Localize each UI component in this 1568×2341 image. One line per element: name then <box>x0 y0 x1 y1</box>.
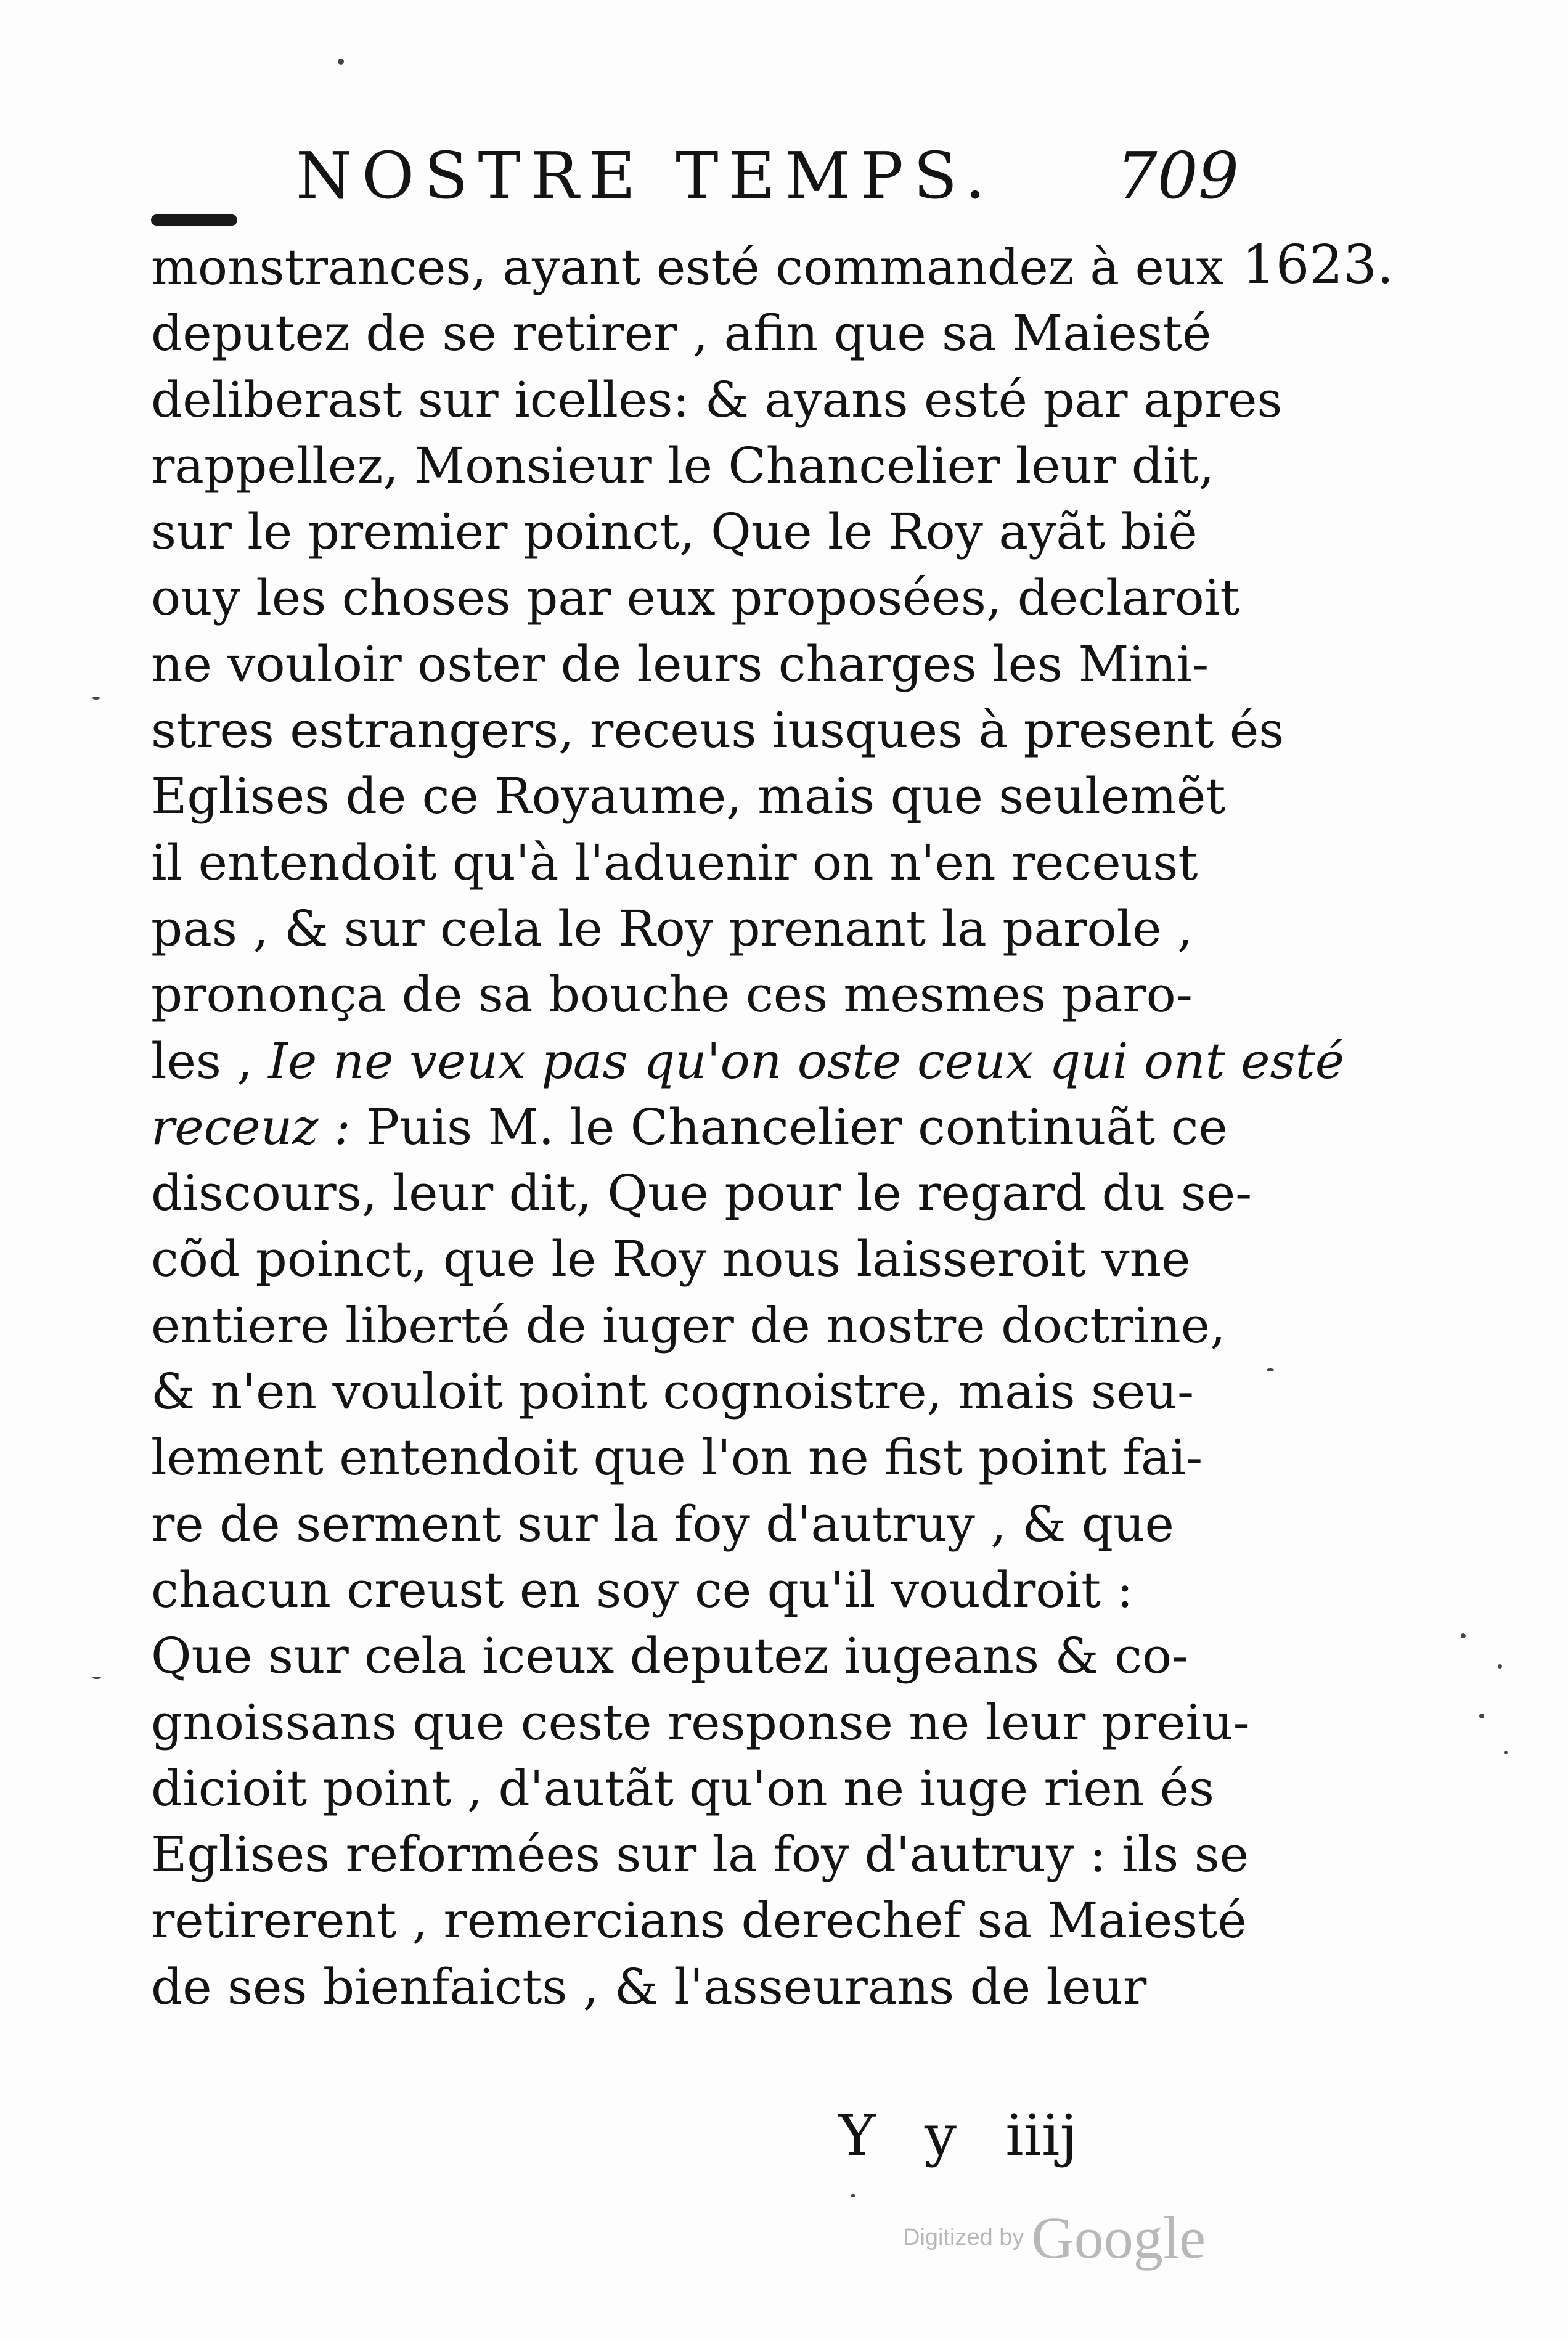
text-line: deliberast sur icelles: & ayans esté par apres <box>151 370 1283 428</box>
text-line: & n'en vouloit point cognoistre, mais seu- <box>151 1363 1194 1421</box>
margin-year-note: 1623. <box>1242 234 1394 296</box>
text-line: il entendoit qu'à l'aduenir on n'en receust <box>151 833 1198 891</box>
digitized-watermark <box>903 2204 1206 2272</box>
text-line-with-quote <box>151 1028 1345 1094</box>
scan-speck <box>1479 1714 1484 1718</box>
signature-mark: Y y <box>838 2102 957 2168</box>
text-line: ouy les choses par eux proposées, declaroit <box>151 569 1240 627</box>
page-footer <box>838 2096 1077 2176</box>
text-line-with-quote <box>151 1094 1236 1160</box>
watermark-brand: Google <box>1031 2205 1206 2271</box>
text-line: Eglises reformées sur la foy d'autruy : ils se <box>151 1826 1249 1884</box>
scan-speck <box>1504 1751 1508 1754</box>
page-number: 709 <box>1116 138 1239 213</box>
text-line: Que sur cela iceux deputez iugeans & co- <box>151 1627 1189 1685</box>
text-line: lement entendoit que l'on ne fist point fai- <box>151 1429 1203 1487</box>
text-line: deputez de se retirer , afin que sa Maiesté <box>151 304 1212 362</box>
text-line: monstrances, ayant esté commandez à eux <box>151 239 1224 296</box>
text-line: gnoissans que ceste response ne leur preiu- <box>151 1693 1250 1751</box>
scan-speck <box>1267 1368 1274 1371</box>
text-line: Eglises de ce Royaume, mais que seulemẽt <box>151 767 1226 825</box>
text-line: cõd poinct, que le Roy nous laisseroit vne <box>151 1230 1191 1288</box>
text-line: de ses bienfaicts , & l'asseurans de leur <box>151 1958 1147 2016</box>
text-line: rappellez, Monsieur le Chancelier leur dit, <box>151 436 1215 494</box>
text-line: stres estrangers, receus iusques à present és <box>151 701 1284 759</box>
text-line: prononça de sa bouche ces mesmes paro- <box>151 966 1193 1024</box>
text-line: ne vouloir oster de leurs charges les Mini- <box>151 635 1209 693</box>
text-line: pas , & sur cela le Roy prenant la parole , <box>151 899 1193 957</box>
scan-speck <box>92 697 100 700</box>
royal-quote: Ie ne veux pas qu'on oste ceux qui ont esté <box>268 1032 1345 1090</box>
folio-mark: iiij <box>1005 2102 1077 2168</box>
text-line: sur le premier poinct, Que le Roy ayãt biẽ <box>151 503 1198 561</box>
text-line: discours, leur dit, Que pour le regard du se- <box>151 1164 1252 1222</box>
text-line: entiere liberté de iuger de nostre doctrine, <box>151 1296 1226 1354</box>
text-line: re de serment sur la foy d'autruy , & que <box>151 1495 1174 1553</box>
scan-speck <box>1498 1664 1502 1669</box>
text-line: chacun creust en soy ce qu'il voudroit : <box>151 1561 1133 1619</box>
text-line: dicioit point , d'autãt qu'on ne iuge rien és <box>151 1759 1215 1817</box>
text-fragment: Puis M. le Chancelier continuãt ce <box>350 1098 1228 1156</box>
scan-speck <box>1461 1633 1466 1638</box>
scan-speck <box>851 2194 855 2197</box>
scan-speck <box>92 1677 101 1679</box>
text-fragment: les , <box>151 1032 253 1090</box>
page-header <box>296 133 1239 219</box>
text-line: retirerent , remercians derechef sa Maiesté <box>151 1892 1247 1950</box>
watermark-prefix: Digitized by <box>903 2225 1024 2250</box>
running-title: NOSTRE TEMPS. <box>296 138 995 213</box>
header-rule-mark <box>151 214 237 226</box>
scan-speck <box>338 59 344 65</box>
royal-quote-end: receuz : <box>151 1098 351 1156</box>
